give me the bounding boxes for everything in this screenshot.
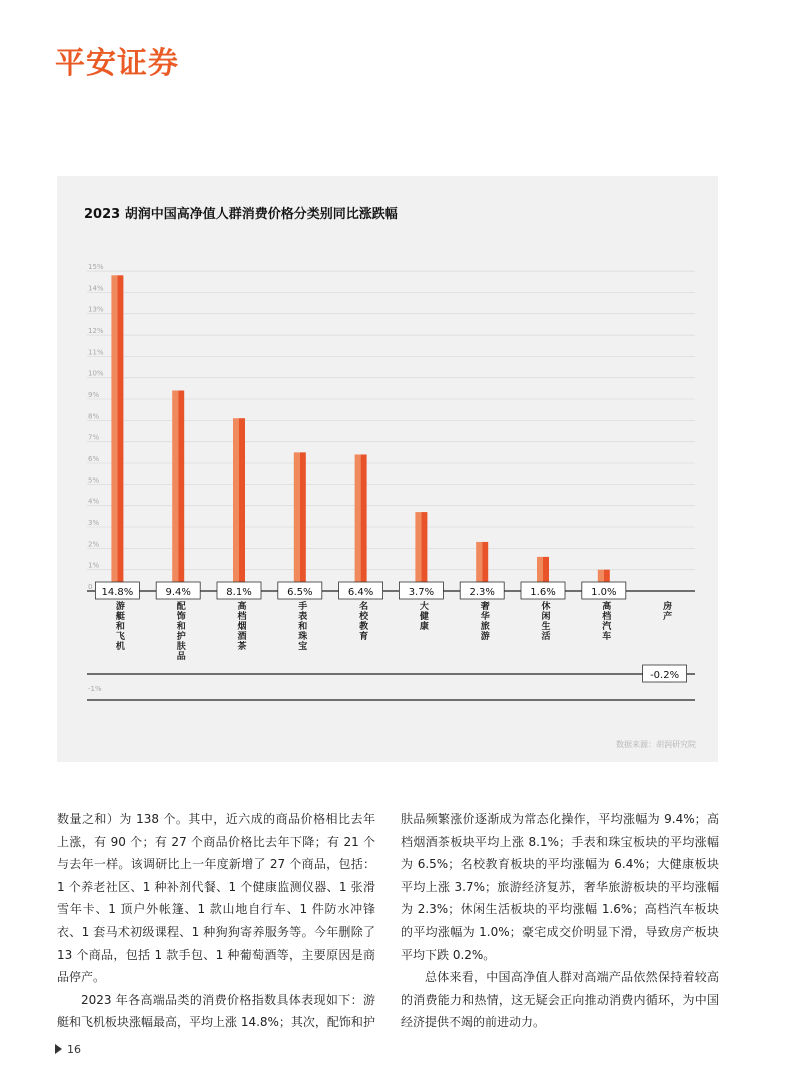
category-label: 手表和珠宝 [298,602,308,652]
value-label: 6.5% [287,587,313,598]
category-label: 高档汽车 [602,602,612,642]
y-tick-label: 15% [88,263,104,272]
y-tick-label: 6% [88,455,100,464]
y-tick-label: 0 [88,583,93,591]
category-label: 奢华旅游 [480,602,490,642]
value-label: 8.1% [226,587,252,598]
paragraph: 数量之和）为 138 个。其中，近六成的商品价格相比去年上涨，有 90 个；有 27 个商品价格比去年下降；有 21 个与去年一样。该调研比上一年度新增了 27 个商品，包括：1 个养老社区、1 种补剂代餐、1 个健康监测仪器、1 张滑雪年卡、1 顶户外帐篷、1 款山地自行车、1 件防水冲锋衣、1 套马术初级课程、1 种狗狗寄养服务等。今年删除了 13 个商品，包括 1 款手包、1 种葡萄酒等，主要原因是商品停产。 [57,812,375,985]
chart-source: 数据来源：胡润研究院 [616,740,696,749]
bar [111,275,117,591]
bar [178,390,184,591]
category-label: 游艇和飞机 [115,602,125,652]
y-tick-label: 3% [88,519,100,528]
brand-logo: 平安证券 [55,46,179,81]
value-label: -0.2% [650,670,680,681]
category-label: 休闲生活 [541,602,551,642]
category-label: 房产 [663,602,673,622]
y-tick-label: 8% [88,412,100,421]
category-label: 大健康 [419,602,429,632]
y-tick-label: 11% [88,348,104,357]
bar [117,275,123,591]
y-tick-label: 9% [88,391,100,400]
bar [361,454,367,591]
page-number: 16 [67,1043,81,1056]
bar [300,452,306,591]
category-label: 高档烟酒茶 [237,602,247,652]
bar [239,418,245,591]
y-tick-label: 12% [88,327,104,336]
value-label: 3.7% [408,587,435,598]
y-tick-label: 2% [88,540,100,549]
y-tick-label: 14% [88,284,104,293]
y-tick-label: -1% [88,685,102,693]
y-tick-label: 7% [88,433,100,442]
value-label: 14.8% [101,587,134,598]
category-label: 配饰和护肤品 [176,602,186,662]
value-label: 1.6% [530,587,556,598]
triangle-icon [55,1044,62,1054]
chart-card [57,176,718,762]
y-tick-label: 5% [88,476,100,485]
value-label: 2.3% [469,587,495,598]
body-column-right [401,808,719,1034]
body-column-left [57,808,375,1034]
y-tick-label: 4% [88,497,100,506]
value-label: 1.0% [591,587,617,598]
bar-chart [57,176,718,762]
bar [233,418,239,591]
paragraph: 肤品频繁涨价逐渐成为常态化操作，平均涨幅为 9.4%；高档烟酒茶板块平均上涨 8.1%；手表和珠宝板块的平均涨幅为 6.5%；名校教育板块的平均涨幅为 6.4%；大健康板块平均上涨 3.7%；旅游经济复苏，奢华旅游板块的平均涨幅为 2.3%；休闲生活板块的平均涨幅 1.6%；高档汽车板块的平均涨幅为 1.0%；豪宅成交价明显下滑，导致房产板块平均下跌 0.2%。 [401,812,719,962]
category-label: 名校教育 [359,602,369,642]
value-label: 9.4% [165,587,191,598]
bar [415,512,421,591]
paragraph: 总体来看，中国高净值人群对高端产品依然保持着较高的消费能力和热情，这无疑会正向推动消费内循环，为中国经济提供不竭的前进动力。 [401,970,719,1030]
y-tick-label: 13% [88,305,104,314]
page-footer [55,1043,81,1056]
value-label: 6.4% [347,587,374,598]
y-tick-label: 10% [88,369,104,378]
bar [421,512,427,591]
bar [355,454,361,591]
bar [172,390,178,591]
y-tick-label: 1% [88,561,100,570]
bar [294,452,300,591]
paragraph: 2023 年各高端品类的消费价格指数具体表现如下：游艇和飞机板块涨幅最高，平均上涨 14.8%；其次，配饰和护 [57,992,375,1030]
chart-title: 2023 胡润中国高净值人群消费价格分类别同比涨跌幅 [84,207,398,222]
